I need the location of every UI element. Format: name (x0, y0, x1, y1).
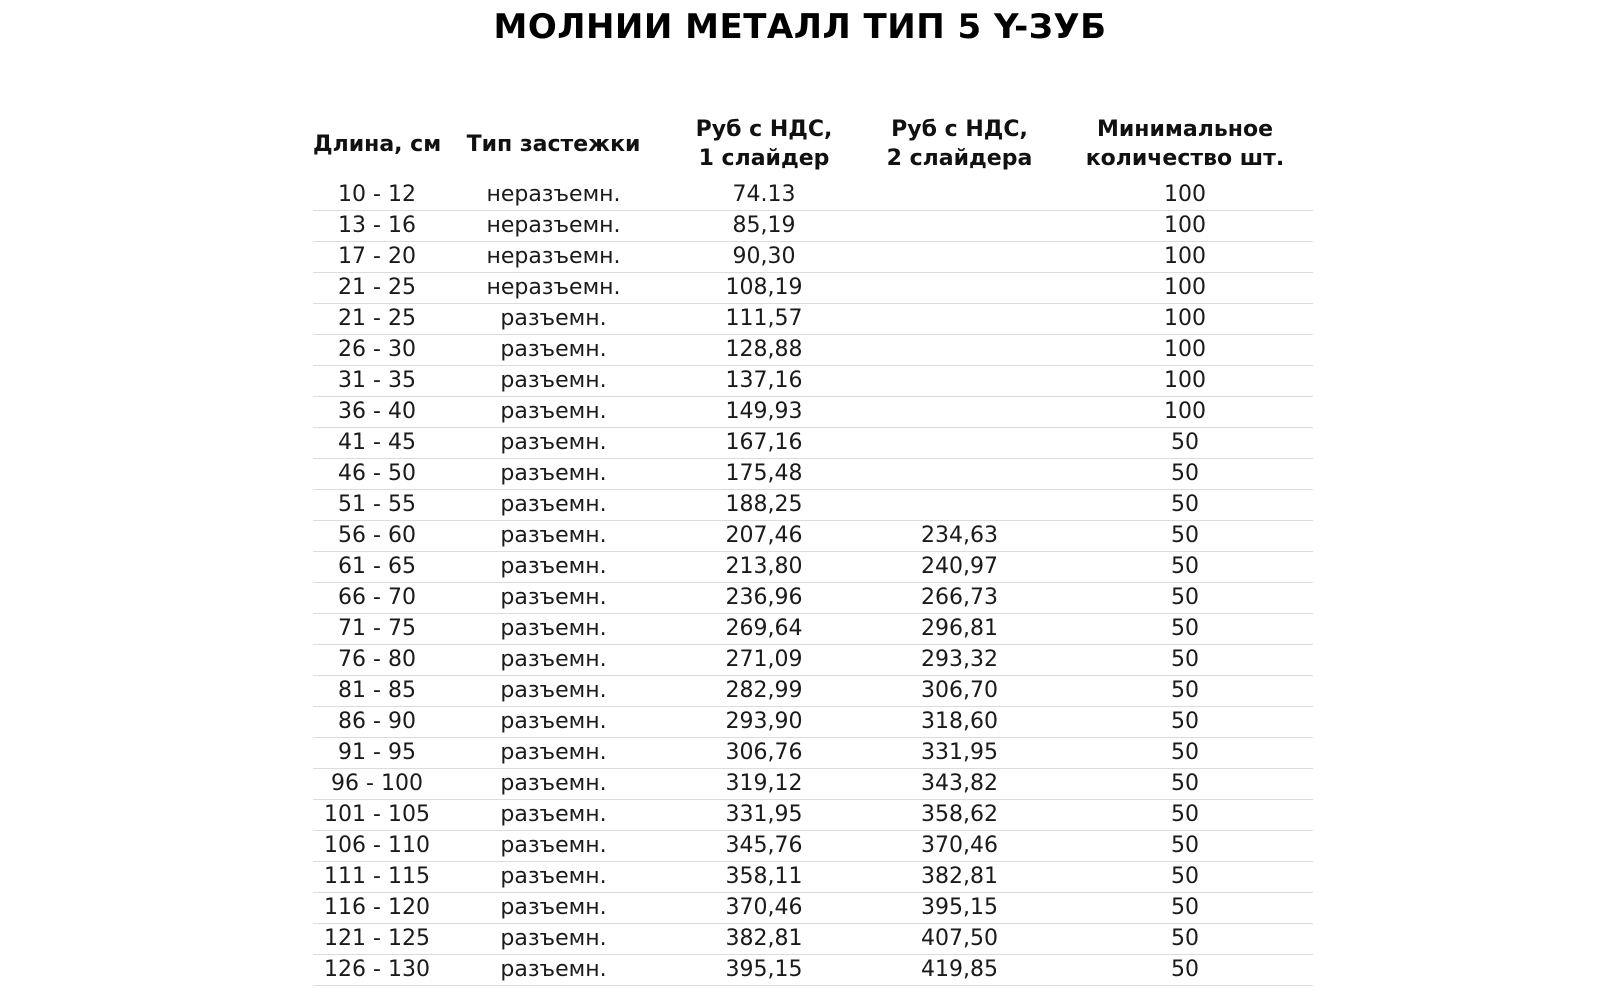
cell-price-1-slider: 331,95 (666, 800, 862, 831)
cell-clasp-type: разъемн. (441, 335, 666, 366)
cell-price-1-slider: 282,99 (666, 676, 862, 707)
table-row (313, 335, 1313, 366)
cell-clasp-type: неразъемн. (441, 180, 666, 211)
cell-price-1-slider: 137,16 (666, 366, 862, 397)
cell-clasp-type: разъемн. (441, 800, 666, 831)
header-line: Длина, см (313, 131, 442, 157)
cell-length: 91 - 95 (313, 738, 441, 769)
cell-price-1-slider: 207,46 (666, 521, 862, 552)
cell-price-1-slider: 271,09 (666, 645, 862, 676)
cell-price-2-sliders (862, 459, 1057, 490)
cell-price-1-slider: 370,46 (666, 893, 862, 924)
cell-price-2-sliders (862, 180, 1057, 211)
header-line: Руб с НДС, (891, 117, 1028, 142)
cell-min-quantity: 50 (1057, 583, 1313, 614)
cell-clasp-type: разъемн. (441, 366, 666, 397)
cell-min-quantity: 100 (1057, 335, 1313, 366)
header-line: 2 слайдера (886, 146, 1033, 171)
table-row (313, 397, 1313, 428)
cell-price-1-slider: 111,57 (666, 304, 862, 335)
cell-length: 51 - 55 (313, 490, 441, 521)
cell-length: 121 - 125 (313, 924, 441, 955)
table-row (313, 893, 1313, 924)
cell-min-quantity: 50 (1057, 893, 1313, 924)
table-row (313, 614, 1313, 645)
cell-price-2-sliders: 240,97 (862, 552, 1057, 583)
table-row (313, 521, 1313, 552)
cell-length: 81 - 85 (313, 676, 441, 707)
table-row (313, 459, 1313, 490)
cell-length: 116 - 120 (313, 893, 441, 924)
cell-length: 66 - 70 (313, 583, 441, 614)
cell-clasp-type: разъемн. (441, 614, 666, 645)
header-line: Минимальное (1096, 117, 1273, 142)
header-line: Тип застежки (466, 131, 641, 157)
cell-length: 36 - 40 (313, 397, 441, 428)
cell-price-2-sliders (862, 211, 1057, 242)
cell-clasp-type: неразъемн. (441, 242, 666, 273)
cell-length: 96 - 100 (313, 769, 441, 800)
cell-clasp-type: неразъемн. (441, 273, 666, 304)
cell-price-1-slider: 149,93 (666, 397, 862, 428)
cell-clasp-type: разъемн. (441, 893, 666, 924)
column-header-clasp-type (441, 108, 666, 180)
cell-price-2-sliders: 293,32 (862, 645, 1057, 676)
cell-length: 86 - 90 (313, 707, 441, 738)
cell-min-quantity: 50 (1057, 521, 1313, 552)
cell-clasp-type: разъемн. (441, 769, 666, 800)
cell-min-quantity: 50 (1057, 614, 1313, 645)
table-row (313, 366, 1313, 397)
cell-price-1-slider: 213,80 (666, 552, 862, 583)
cell-length: 31 - 35 (313, 366, 441, 397)
cell-price-1-slider: 167,16 (666, 428, 862, 459)
cell-clasp-type: разъемн. (441, 738, 666, 769)
cell-clasp-type: разъемн. (441, 645, 666, 676)
page-title: МОЛНИИ МЕТАЛЛ ТИП 5 Y-ЗУБ (493, 7, 1107, 47)
cell-price-2-sliders (862, 242, 1057, 273)
cell-price-2-sliders: 296,81 (862, 614, 1057, 645)
table-body (313, 180, 1313, 986)
cell-clasp-type: разъемн. (441, 304, 666, 335)
cell-price-1-slider: 269,64 (666, 614, 862, 645)
cell-min-quantity: 100 (1057, 304, 1313, 335)
cell-price-2-sliders (862, 397, 1057, 428)
cell-length: 61 - 65 (313, 552, 441, 583)
cell-min-quantity: 50 (1057, 831, 1313, 862)
cell-clasp-type: разъемн. (441, 459, 666, 490)
cell-min-quantity: 100 (1057, 397, 1313, 428)
cell-price-2-sliders (862, 428, 1057, 459)
cell-min-quantity: 50 (1057, 645, 1313, 676)
column-header-min-quantity (1057, 108, 1313, 180)
table-row (313, 800, 1313, 831)
cell-price-1-slider: 90,30 (666, 242, 862, 273)
table-row (313, 738, 1313, 769)
cell-length: 41 - 45 (313, 428, 441, 459)
cell-price-1-slider: 175,48 (666, 459, 862, 490)
cell-min-quantity: 100 (1057, 366, 1313, 397)
cell-min-quantity: 50 (1057, 552, 1313, 583)
cell-min-quantity: 50 (1057, 800, 1313, 831)
header-line: 1 слайдер (698, 146, 830, 171)
cell-length: 21 - 25 (313, 304, 441, 335)
cell-min-quantity: 50 (1057, 924, 1313, 955)
cell-min-quantity: 50 (1057, 738, 1313, 769)
cell-price-2-sliders (862, 304, 1057, 335)
cell-price-2-sliders: 382,81 (862, 862, 1057, 893)
cell-clasp-type: неразъемн. (441, 211, 666, 242)
cell-clasp-type: разъемн. (441, 428, 666, 459)
cell-price-2-sliders (862, 335, 1057, 366)
cell-length: 76 - 80 (313, 645, 441, 676)
table-row (313, 831, 1313, 862)
cell-clasp-type: разъемн. (441, 831, 666, 862)
column-header-length (313, 108, 441, 180)
cell-price-1-slider: 293,90 (666, 707, 862, 738)
cell-clasp-type: разъемн. (441, 707, 666, 738)
cell-clasp-type: разъемн. (441, 521, 666, 552)
cell-price-2-sliders: 306,70 (862, 676, 1057, 707)
table-row (313, 211, 1313, 242)
cell-price-1-slider: 306,76 (666, 738, 862, 769)
cell-price-2-sliders: 331,95 (862, 738, 1057, 769)
cell-clasp-type: разъемн. (441, 676, 666, 707)
cell-price-1-slider: 236,96 (666, 583, 862, 614)
column-header-price-1-slider (666, 108, 862, 180)
table-row (313, 645, 1313, 676)
cell-clasp-type: разъемн. (441, 583, 666, 614)
column-header-price-2-sliders (862, 108, 1057, 180)
cell-length: 10 - 12 (313, 180, 441, 211)
cell-clasp-type: разъемн. (441, 955, 666, 986)
cell-min-quantity: 50 (1057, 707, 1313, 738)
cell-min-quantity: 100 (1057, 211, 1313, 242)
cell-length: 13 - 16 (313, 211, 441, 242)
cell-price-2-sliders (862, 273, 1057, 304)
cell-length: 56 - 60 (313, 521, 441, 552)
table-row (313, 707, 1313, 738)
cell-price-2-sliders: 343,82 (862, 769, 1057, 800)
cell-price-1-slider: 345,76 (666, 831, 862, 862)
cell-clasp-type: разъемн. (441, 397, 666, 428)
cell-price-2-sliders (862, 490, 1057, 521)
cell-min-quantity: 50 (1057, 676, 1313, 707)
cell-price-1-slider: 188,25 (666, 490, 862, 521)
cell-min-quantity: 50 (1057, 490, 1313, 521)
table-row (313, 583, 1313, 614)
table-row (313, 180, 1313, 211)
cell-min-quantity: 50 (1057, 769, 1313, 800)
table-row (313, 273, 1313, 304)
table-row (313, 955, 1313, 986)
cell-min-quantity: 50 (1057, 862, 1313, 893)
cell-price-1-slider: 382,81 (666, 924, 862, 955)
table-row (313, 490, 1313, 521)
table-row (313, 924, 1313, 955)
price-table (313, 108, 1313, 986)
cell-price-1-slider: 319,12 (666, 769, 862, 800)
cell-price-2-sliders: 419,85 (862, 955, 1057, 986)
cell-price-2-sliders: 234,63 (862, 521, 1057, 552)
cell-clasp-type: разъемн. (441, 862, 666, 893)
table-header-row (313, 108, 1313, 180)
cell-price-2-sliders (862, 366, 1057, 397)
cell-length: 111 - 115 (313, 862, 441, 893)
cell-min-quantity: 50 (1057, 428, 1313, 459)
cell-price-2-sliders: 318,60 (862, 707, 1057, 738)
cell-clasp-type: разъемн. (441, 552, 666, 583)
cell-price-1-slider: 108,19 (666, 273, 862, 304)
cell-min-quantity: 100 (1057, 180, 1313, 211)
table-row (313, 676, 1313, 707)
table-row (313, 552, 1313, 583)
table-row (313, 428, 1313, 459)
cell-length: 106 - 110 (313, 831, 441, 862)
table-row (313, 242, 1313, 273)
cell-price-1-slider: 358,11 (666, 862, 862, 893)
cell-clasp-type: разъемн. (441, 490, 666, 521)
cell-length: 21 - 25 (313, 273, 441, 304)
cell-length: 101 - 105 (313, 800, 441, 831)
cell-length: 126 - 130 (313, 955, 441, 986)
cell-price-1-slider: 85,19 (666, 211, 862, 242)
table-row (313, 304, 1313, 335)
cell-min-quantity: 50 (1057, 459, 1313, 490)
cell-min-quantity: 100 (1057, 242, 1313, 273)
cell-price-1-slider: 128,88 (666, 335, 862, 366)
cell-price-1-slider: 395,15 (666, 955, 862, 986)
cell-price-2-sliders: 266,73 (862, 583, 1057, 614)
header-line: количество шт. (1085, 146, 1285, 171)
cell-price-2-sliders: 370,46 (862, 831, 1057, 862)
table-row (313, 862, 1313, 893)
cell-min-quantity: 100 (1057, 273, 1313, 304)
cell-length: 46 - 50 (313, 459, 441, 490)
cell-price-2-sliders: 395,15 (862, 893, 1057, 924)
header-line: Руб с НДС, (695, 117, 833, 142)
cell-length: 17 - 20 (313, 242, 441, 273)
cell-length: 26 - 30 (313, 335, 441, 366)
cell-price-1-slider: 74.13 (666, 180, 862, 211)
cell-price-2-sliders: 358,62 (862, 800, 1057, 831)
cell-length: 71 - 75 (313, 614, 441, 645)
cell-min-quantity: 50 (1057, 955, 1313, 986)
cell-price-2-sliders: 407,50 (862, 924, 1057, 955)
cell-clasp-type: разъемн. (441, 924, 666, 955)
table-row (313, 769, 1313, 800)
